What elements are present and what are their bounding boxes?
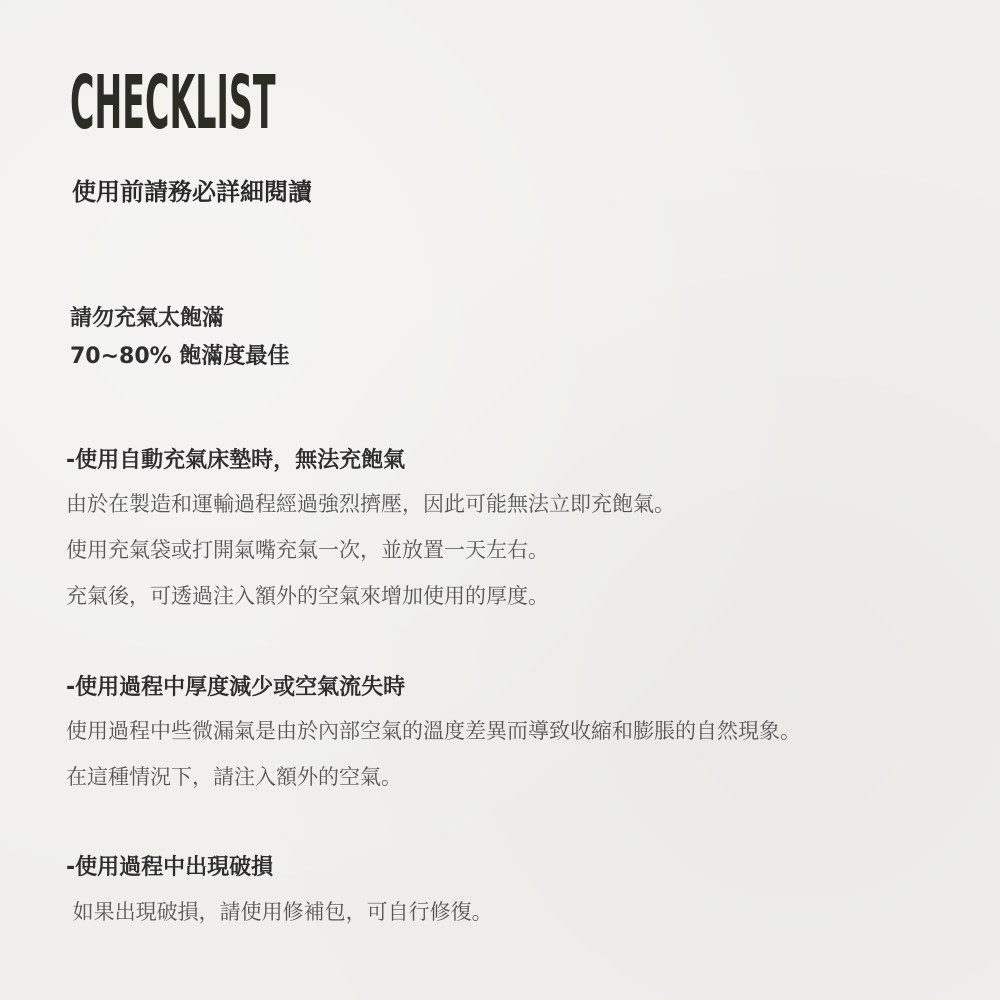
intro-line-2: 70~80% 飽滿度最佳 [70, 344, 290, 369]
section-3-heading: -使用過程中出現破損 [66, 855, 274, 880]
page-subtitle: 使用前請務必詳細閱讀 [72, 178, 312, 206]
section-1-heading: -使用自動充氣床墊時，無法充飽氣 [66, 448, 406, 473]
section-1-body-line: 使用充氣袋或打開氣嘴充氣一次，並放置一天左右。 [66, 538, 549, 562]
section-2-heading: -使用過程中厚度減少或空氣流失時 [66, 675, 406, 700]
section-1-body-line: 充氣後，可透過注入額外的空氣來增加使用的厚度。 [66, 584, 549, 608]
section-1-body-line: 由於在製造和運輸過程經過強烈擠壓，因此可能無法立即充飽氣。 [66, 492, 675, 516]
section-2-body-line: 在這種情況下，請注入額外的空氣。 [66, 765, 402, 789]
page-title: CHECKLIST [70, 60, 276, 146]
section-3-body-line: 如果出現破損，請使用修補包，可自行修復。 [66, 900, 493, 924]
section-2-body-line: 使用過程中些微漏氣是由於內部空氣的溫度差異而導致收縮和膨脹的自然現象。 [66, 719, 801, 743]
intro-line-1: 請勿充氣太飽滿 [70, 306, 225, 331]
